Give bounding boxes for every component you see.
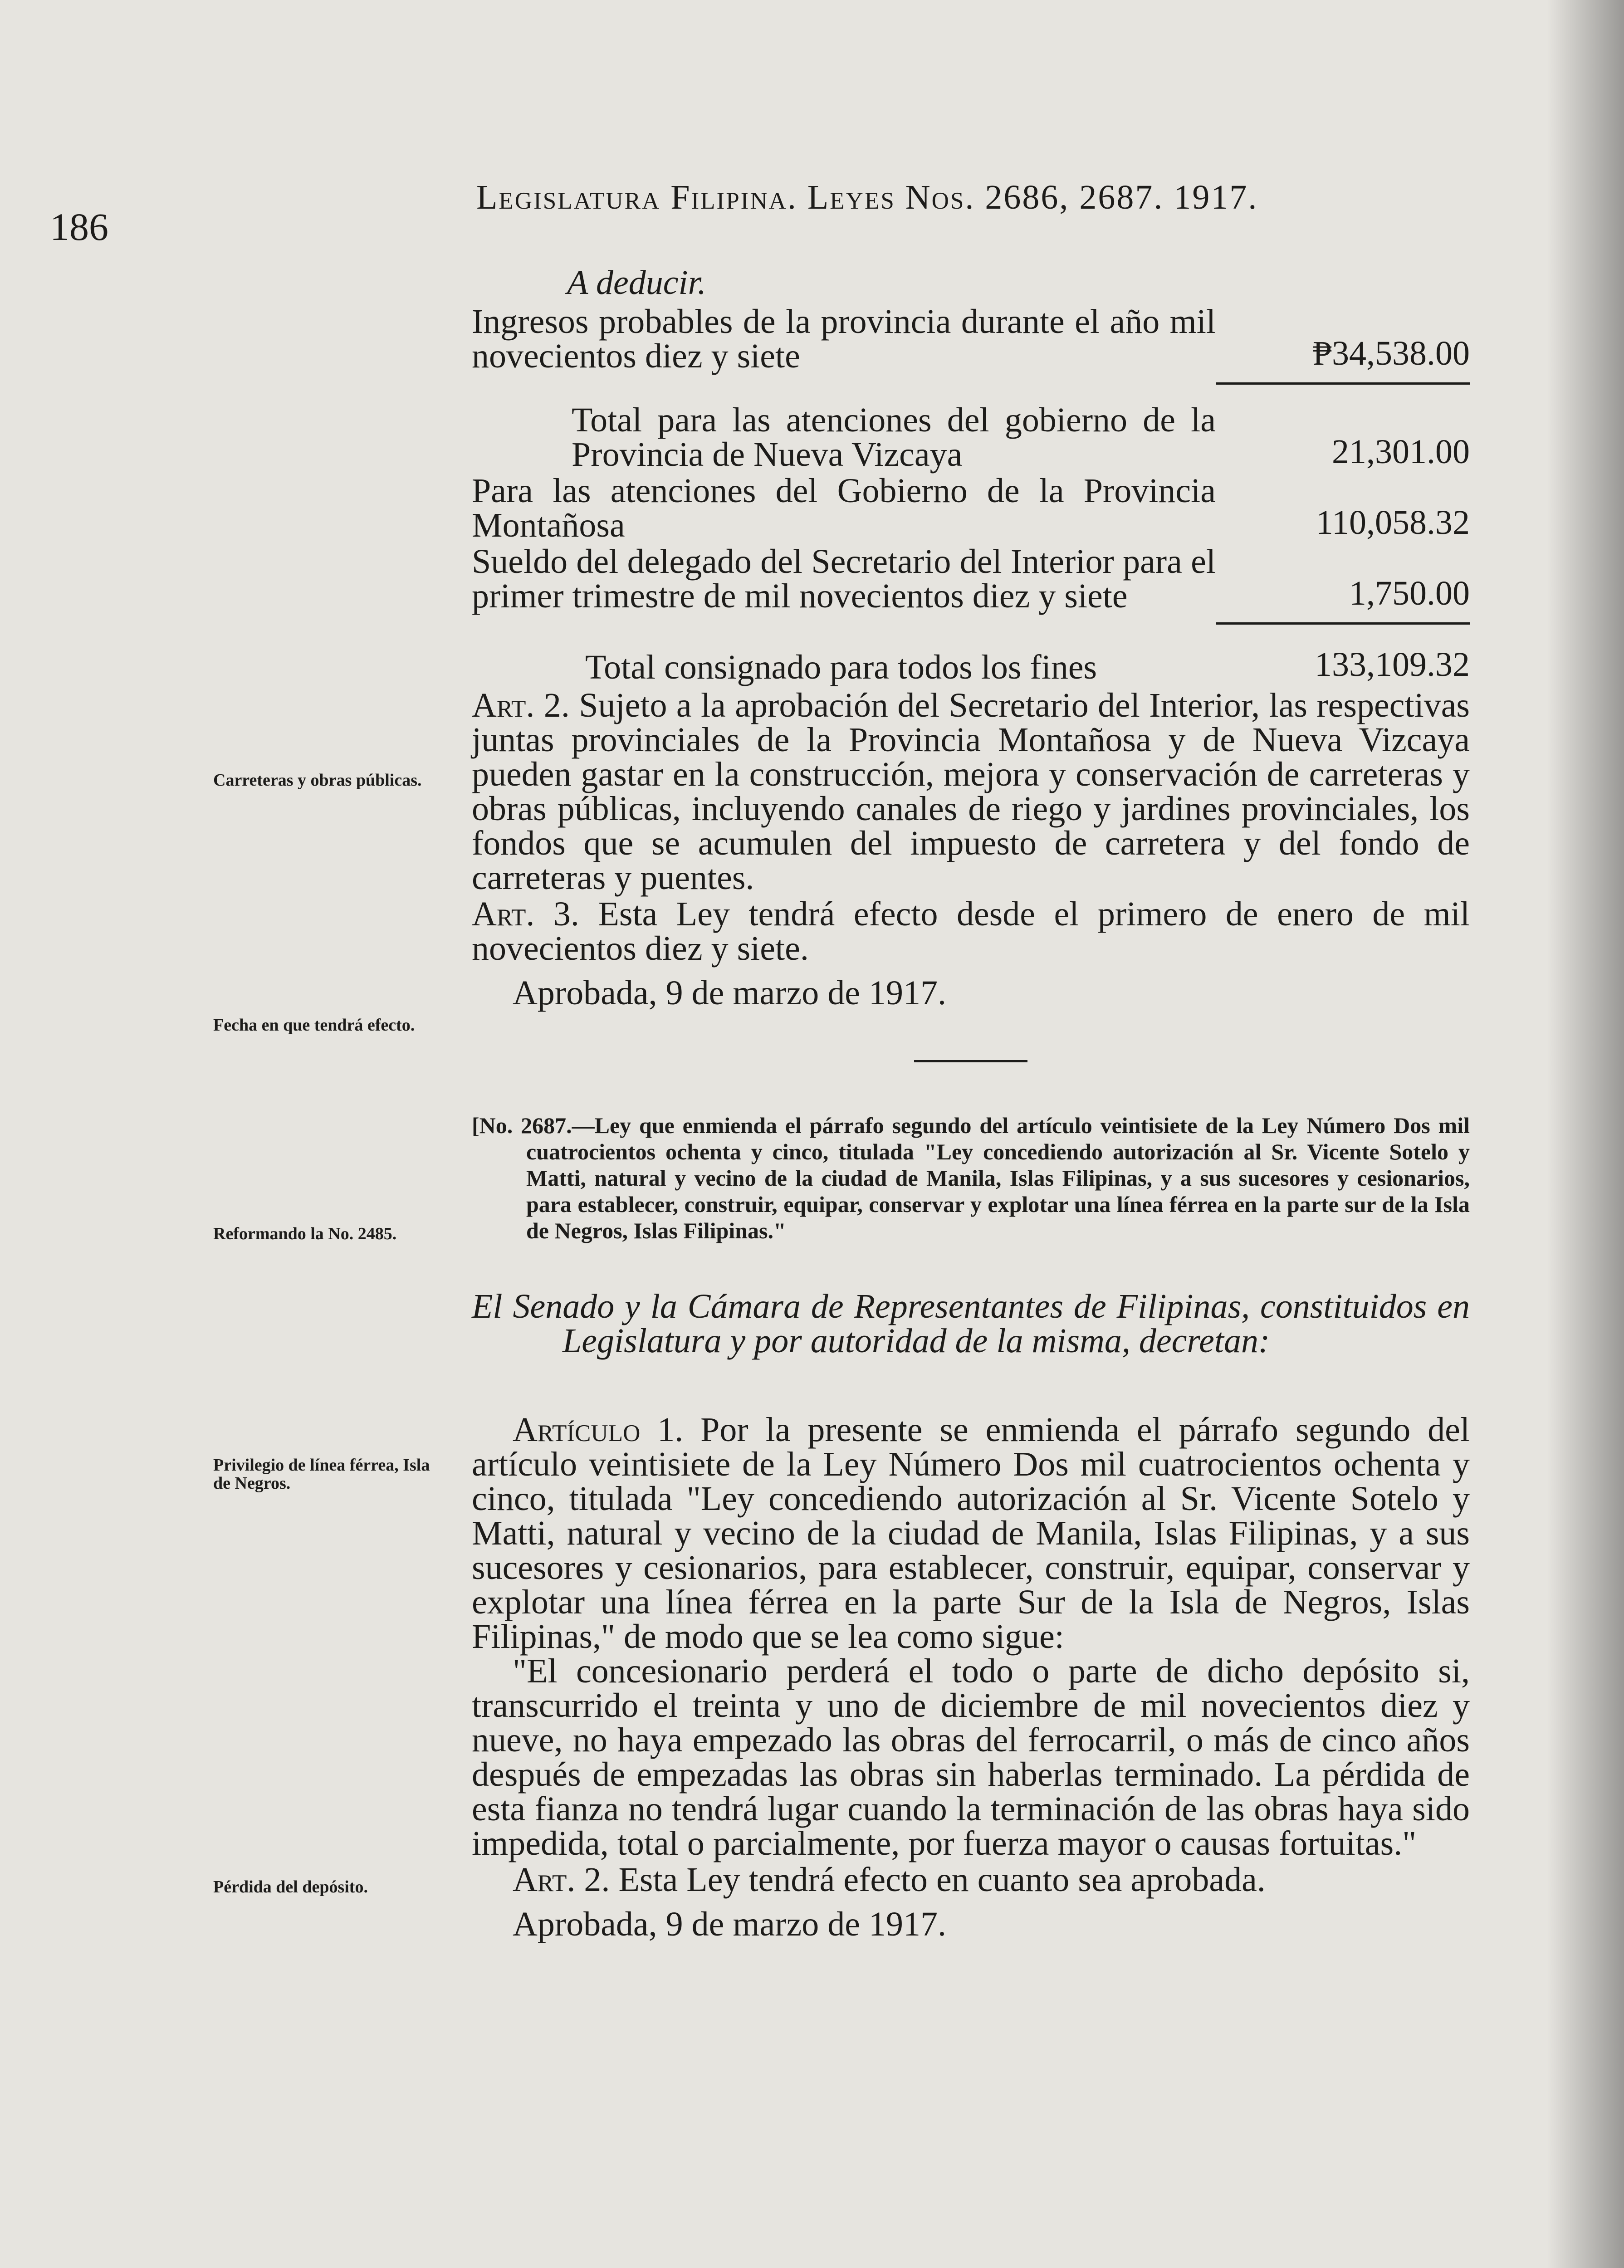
law2686-art3 bbox=[472, 897, 1470, 966]
budget-amount: 21,301.00 bbox=[1332, 433, 1470, 471]
law2686-approved: Aprobada, 9 de marzo de 1917. bbox=[513, 974, 947, 1012]
article-label: Artículo 1. bbox=[513, 1411, 684, 1449]
page-number: 186 bbox=[50, 205, 108, 249]
margin-note-perdida: Pérdida del depósito. bbox=[213, 1877, 368, 1897]
margin-note-carreteras: Carreteras y obras públicas. bbox=[213, 771, 422, 790]
margin-note-privilegio: Privilegio de línea férrea, Isla de Negros. bbox=[213, 1456, 430, 1493]
running-header: Legislatura Filipina. Leyes Nos. 2686, 2687. 1917. bbox=[476, 178, 1258, 216]
budget-amount: 110,058.32 bbox=[1316, 503, 1470, 542]
budget-row bbox=[472, 403, 1470, 472]
article-text: Esta Ley tendrá efecto en cuanto sea aprobada. bbox=[618, 1861, 1266, 1899]
law2687-approved: Aprobada, 9 de marzo de 1917. bbox=[513, 1905, 947, 1943]
margin-note-fecha: Fecha en que tendrá efecto. bbox=[213, 1016, 415, 1035]
budget-label: Para las atenciones del Gobierno de la Provincia Montañosa bbox=[472, 472, 1216, 544]
law2687-art2 bbox=[472, 1862, 1470, 1897]
margin-note-reformando: Reformando la No. 2485. bbox=[213, 1224, 397, 1243]
sum-rule bbox=[1216, 382, 1470, 385]
article-label: Art. 2. bbox=[513, 1861, 610, 1899]
article-text: Esta Ley tendrá efecto desde el primero de enero de mil novecientos diez y siete. bbox=[472, 895, 1470, 968]
budget-total-label: Total consignado para todos los fines bbox=[585, 648, 1097, 686]
law2687-art1 bbox=[472, 1413, 1470, 1654]
law2686-art2 bbox=[472, 688, 1470, 895]
budget-row bbox=[472, 474, 1470, 543]
budget-row bbox=[472, 544, 1470, 613]
budget-label: Sueldo del delegado del Secretario del Interior para el primer trimestre de mil novecientos diez y siete bbox=[472, 543, 1216, 615]
quoted-paragraph: "El concesionario perderá el todo o parte de dicho depósito si, transcurrido el treinta y uno de diciembre de mil novecientos diez y nueve, no haya empezado las obras del ferrocarril, o más de cinco años después de empezadas las obras sin haberlas terminado. La pérdida de esta fianza no tendrá lugar cuando la terminación de las obras haya sido impedida, total o parcialmente, por fuerza mayor o causas fortuitas." bbox=[472, 1652, 1470, 1862]
enacting-clause: El Senado y la Cámara de Representantes de Filipinas, constituidos en Legislatura y por autoridad de la misma, decretan: bbox=[472, 1287, 1470, 1360]
budget-row-ingresos bbox=[472, 304, 1470, 373]
deduct-heading: A deducir. bbox=[567, 264, 706, 302]
budget-amount: 1,750.00 bbox=[1349, 574, 1470, 612]
budget-total-row bbox=[472, 645, 1470, 684]
budget-label: Ingresos probables de la provincia durante el año mil novecientos diez y siete bbox=[472, 303, 1216, 375]
law2687-summary: [No. 2687.—Ley que enmienda el párrafo segundo del artículo veintisiete de la Ley Número Dos mil cuatrocientos ochenta y cinco, titulada "Ley concediendo autorización al Sr. Vicente Sotelo y Matti, natural y vecino de la ciudad de Manila, Islas Filipinas, y a sus sucesores y cesionarios, para establecer, construir, equipar, conservar y explotar una línea férrea en la parte sur de la Isla de Negros, Islas Filipinas." bbox=[472, 1113, 1470, 1243]
budget-amount: ₱34,538.00 bbox=[1312, 334, 1470, 372]
article-text: Sujeto a la aprobación del Secretario del Interior, las respectivas juntas provinciales de la Provincia Montañosa y de Nueva Vizcaya pueden gastar en la construcción, mejora y conservación de carreteras y obras públicas, incluyendo canales de riego y jardines provinciales, los fondos que se acumulen del impuesto de carretera y del fondo de carreteras y puentes. bbox=[472, 686, 1470, 897]
budget-total-amount: 133,109.32 bbox=[1315, 645, 1470, 684]
section-divider bbox=[914, 1060, 1027, 1062]
article-label: Art. 3. bbox=[472, 895, 579, 933]
article-text: Por la presente se enmienda el párrafo segundo del artículo veintisiete de la Ley Número Dos mil cuatrocientos ochenta y cinco, titulada "Ley concediendo autorización al Sr. Vicente Sotelo y Matti, natural y vecino de la ciudad de Manila, Islas Filipinas, y a sus sucesores y cesionarios, para establecer, construir, equipar, conservar y explotar una línea férrea en la parte Sur de la Isla de Negros, Islas Filipinas," de modo que se lea como sigue: bbox=[472, 1411, 1470, 1656]
budget-label: Total para las atenciones del gobierno de la Provincia de Nueva Vizcaya bbox=[572, 401, 1216, 474]
sum-rule bbox=[1216, 622, 1470, 625]
page-edge-shadow bbox=[1547, 0, 1624, 2268]
main-text bbox=[472, 265, 1470, 1941]
article-label: Art. 2. bbox=[472, 686, 570, 724]
